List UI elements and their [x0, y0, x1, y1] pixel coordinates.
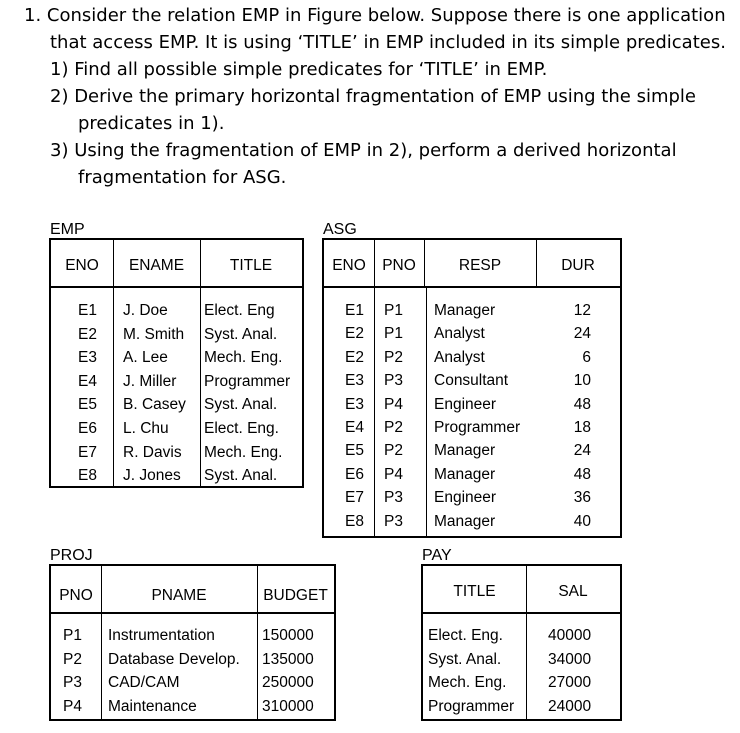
asg-cell-pno: P3	[384, 489, 403, 507]
emp-cell-eno: E2	[78, 325, 97, 343]
emp-cell-eno: E1	[78, 302, 97, 319]
emp-cell-ename: A. Lee	[123, 349, 168, 367]
pay-cell-title: Mech. Eng.	[428, 674, 507, 691]
proj-table	[49, 564, 336, 721]
sub-question-2-continued: predicates in 1).	[78, 113, 225, 134]
asg-cell-eno: E2	[345, 348, 364, 366]
question-line-1: 1. Consider the relation EMP in Figure below. Suppose there is one application	[24, 5, 726, 26]
asg-cell-resp: Consultant	[434, 372, 509, 390]
proj-cell-pno: P2	[63, 650, 82, 668]
asg-cell-pno: P2	[384, 348, 403, 366]
proj-cell-pno: P4	[63, 697, 82, 715]
emp-cell-title: Mech. Eng.	[204, 349, 283, 367]
emp-table-name: EMP	[50, 221, 85, 238]
pay-cell-sal: 34000	[548, 650, 592, 668]
asg-cell-resp: Analyst	[434, 325, 485, 343]
asg-cell-eno: E3	[345, 395, 364, 413]
asg-cell-pno: P1	[384, 325, 403, 343]
asg-cell-dur: 18	[573, 419, 591, 436]
asg-cell-pno: P4	[384, 395, 403, 413]
sub-question-2: 2) Derive the primary horizontal fragmentation of EMP using the simple	[50, 86, 696, 107]
emp-header-title: TITLE	[229, 257, 273, 274]
proj-cell-pno: P3	[63, 674, 82, 691]
asg-cell-eno: E3	[345, 372, 364, 390]
asg-header-resp: RESP	[458, 257, 502, 274]
asg-cell-eno: E4	[345, 419, 364, 436]
asg-cell-eno: E2	[345, 325, 364, 343]
emp-header-ename: ENAME	[128, 257, 185, 274]
proj-cell-budget: 250000	[262, 674, 314, 691]
asg-cell-eno: E8	[345, 512, 364, 530]
emp-cell-title: Elect. Eng.	[204, 420, 279, 437]
question-line-2: that access EMP. It is using ‘TITLE’ in EMP included in its simple predicates.	[50, 32, 726, 53]
asg-cell-eno: E1	[345, 302, 364, 319]
proj-header-budget: BUDGET	[263, 587, 328, 604]
emp-cell-title: Syst. Anal.	[204, 467, 278, 485]
proj-table-name: PROJ	[50, 547, 93, 564]
asg-cell-resp: Manager	[434, 442, 496, 460]
asg-cell-dur: 24	[573, 325, 591, 343]
asg-table-name: ASG	[323, 221, 357, 238]
pay-cell-sal: 27000	[548, 674, 592, 691]
proj-cell-pname: Maintenance	[108, 697, 197, 715]
emp-cell-title: Programmer	[204, 372, 291, 390]
emp-cell-eno: E8	[78, 467, 97, 485]
emp-cell-ename: B. Casey	[123, 396, 186, 414]
pay-cell-title: Programmer	[428, 697, 515, 715]
proj-header-pname: PNAME	[151, 587, 207, 604]
asg-cell-dur: 6	[582, 348, 591, 366]
proj-cell-pno: P1	[63, 627, 82, 644]
pay-header-sal: SAL	[558, 583, 588, 600]
asg-cell-dur: 48	[573, 395, 591, 413]
asg-cell-dur: 24	[573, 442, 591, 460]
asg-cell-pno: P2	[384, 419, 403, 436]
asg-cell-pno: P3	[384, 512, 403, 530]
asg-cell-dur: 10	[573, 372, 591, 390]
asg-cell-eno: E6	[345, 465, 364, 483]
proj-cell-pname: CAD/CAM	[108, 674, 180, 691]
asg-cell-dur: 48	[573, 465, 591, 483]
emp-cell-ename: J. Miller	[123, 372, 177, 390]
emp-header-eno: ENO	[65, 257, 99, 274]
asg-cell-dur: 12	[573, 302, 591, 319]
asg-cell-resp: Engineer	[434, 489, 497, 507]
asg-cell-resp: Manager	[434, 465, 496, 483]
asg-table	[322, 238, 622, 538]
emp-cell-ename: J. Jones	[123, 467, 181, 485]
pay-cell-title: Syst. Anal.	[428, 650, 502, 668]
emp-cell-title: Mech. Eng.	[204, 443, 283, 461]
proj-cell-budget: 310000	[262, 697, 314, 715]
proj-cell-pname: Database Develop.	[108, 650, 240, 668]
emp-table	[49, 238, 304, 488]
emp-cell-title: Syst. Anal.	[204, 325, 278, 343]
proj-cell-budget: 150000	[262, 627, 314, 644]
asg-cell-eno: E7	[345, 489, 364, 507]
emp-cell-eno: E5	[78, 396, 97, 414]
emp-cell-eno: E7	[78, 443, 97, 461]
emp-cell-ename: R. Davis	[123, 443, 182, 461]
asg-header-pno: PNO	[382, 257, 416, 274]
asg-header-eno: ENO	[332, 257, 366, 274]
asg-cell-resp: Programmer	[434, 419, 521, 436]
asg-cell-resp: Manager	[434, 302, 496, 319]
sub-question-3: 3) Using the fragmentation of EMP in 2), perform a derived horizontal	[50, 140, 677, 161]
pay-cell-sal: 40000	[548, 627, 592, 644]
asg-cell-eno: E5	[345, 442, 364, 460]
emp-cell-eno: E6	[78, 420, 97, 437]
asg-cell-resp: Engineer	[434, 395, 497, 413]
emp-cell-ename: L. Chu	[123, 420, 169, 437]
emp-cell-ename: M. Smith	[123, 325, 185, 343]
asg-cell-dur: 40	[573, 512, 591, 530]
asg-cell-pno: P3	[384, 372, 403, 390]
emp-cell-eno: E3	[78, 349, 97, 367]
asg-cell-resp: Analyst	[434, 348, 485, 366]
asg-cell-pno: P2	[384, 442, 403, 460]
asg-header-dur: DUR	[561, 257, 595, 274]
pay-cell-title: Elect. Eng.	[428, 627, 503, 644]
proj-header-pno: PNO	[59, 587, 93, 604]
asg-cell-pno: P1	[384, 302, 403, 319]
sub-question-3-continued: fragmentation for ASG.	[78, 167, 287, 188]
emp-cell-eno: E4	[78, 372, 97, 390]
proj-cell-budget: 135000	[262, 650, 314, 668]
emp-cell-title: Syst. Anal.	[204, 396, 278, 414]
emp-cell-title: Elect. Eng	[204, 302, 275, 319]
pay-cell-sal: 24000	[548, 697, 592, 715]
asg-cell-resp: Manager	[434, 512, 496, 530]
asg-cell-pno: P4	[384, 465, 403, 483]
pay-table-name: PAY	[422, 547, 452, 564]
pay-header-title: TITLE	[453, 583, 496, 600]
pay-table	[421, 564, 622, 721]
sub-question-1: 1) Find all possible simple predicates for ‘TITLE’ in EMP.	[50, 59, 548, 80]
asg-cell-dur: 36	[573, 489, 591, 507]
emp-cell-ename: J. Doe	[123, 302, 168, 319]
proj-cell-pname: Instrumentation	[108, 627, 215, 644]
